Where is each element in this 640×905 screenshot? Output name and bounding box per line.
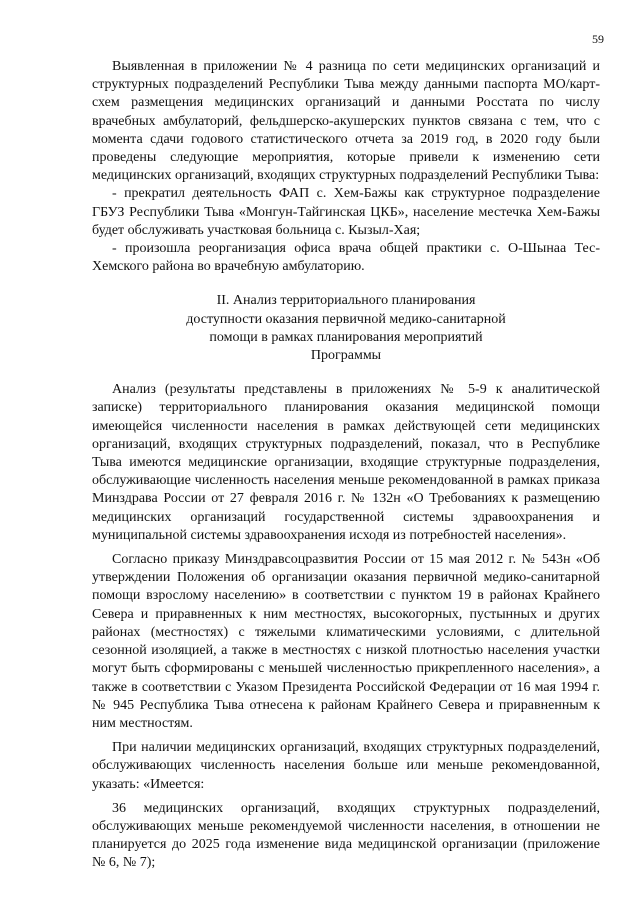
paragraph-network-differences: Выявленная в приложении № 4 разница по сети медицинских организаций и структурных подразделений Республики Тыва между данными паспорта МО/карт-схем размещения медицинских организаций и данными Росстата по числу врачебных амбулаторий, фельдшерско-акушерских пунктов связана с тем, что с момента сдачи годового статистического отчета за 2019 год, в 2020 году были проведены следующие мероприятия, которые привели к изменению сети медицинских организаций, входящих структурных подразделений Республики Тыва: [92,59,600,184]
paragraph-order-543n: Согласно приказу Минздравсоцразвития России от 15 мая 2012 г. № 543н «Об утверждении Положения об организации оказания первичной медико-санитарной помощи взрослому населению» в соответствии с пунктом 19 в районах Крайнего Севера и приравненных к ним местностях, высокогорных, пустынных и других районах (местностях) с тяжелыми климатическими условиями, с длительной сезонной изоляцией, а также в местностях с низкой плотностью населения участки могут быть сформированы с меньшей численностью прикрепленного населения», а также в соответствии с Указом Президента Российской Федерации от 16 мая 1994 г. № 945 Республика Тыва отнесена к районам Крайнего Севера и приравненным к ним местностям. [92,552,600,731]
paragraph-36-organizations: 36 медицинских организаций, входящих структурных подразделений, обслуживающих меньше рекомендуемой численности населения, в отношении не планируется до 2025 года изменение вида медицинской организации (приложение № 6, № 7); [92,800,600,871]
section-heading: II. Анализ территориального планирования доступности оказания первичной медико-санитарной помощи в рамках планирования мероприятий Программы [186,293,506,364]
page-number: 59 [592,32,604,46]
paragraph-fap-closure: - прекратил деятельность ФАП с. Хем-Бажы как структурное подразделение ГБУЗ Республики Тыва «Монгун-Тайгинская ЦКБ», население местечка Хем-Бажы будет обслуживать участковая больница с. Кызыл-Хая; [92,186,600,238]
page-content [92,58,600,873]
paragraph-office-reorganization: - произошла реорганизация офиса врача общей практики с. О-Шынаа Тес-Хемского района во врачебную амбулаторию. [92,241,600,275]
paragraph-analysis: Анализ (результаты представлены в приложениях № 5-9 к аналитической записке) территориального планирования оказания медицинской помощи имеющейся численности населения в рамках действующей сети медицинских организаций, входящих структурных подразделений, показал, что в Республике Тыва имеются медицинские организации, входящие структурные подразделения, обслуживающие численность населения меньше рекомендованной в рамках приказа Минздрава России от 27 февраля 2016 г. № 132н «О Требованиях к размещению медицинских организаций государственной системы здравоохранения и муниципальной системы здравоохранения исходя из потребностей населения». [92,382,600,543]
paragraph-if-present: При наличии медицинских организаций, входящих структурных подразделений, обслуживающих численность населения больше или меньше рекомендованной, указать: «Имеется: [92,740,600,792]
